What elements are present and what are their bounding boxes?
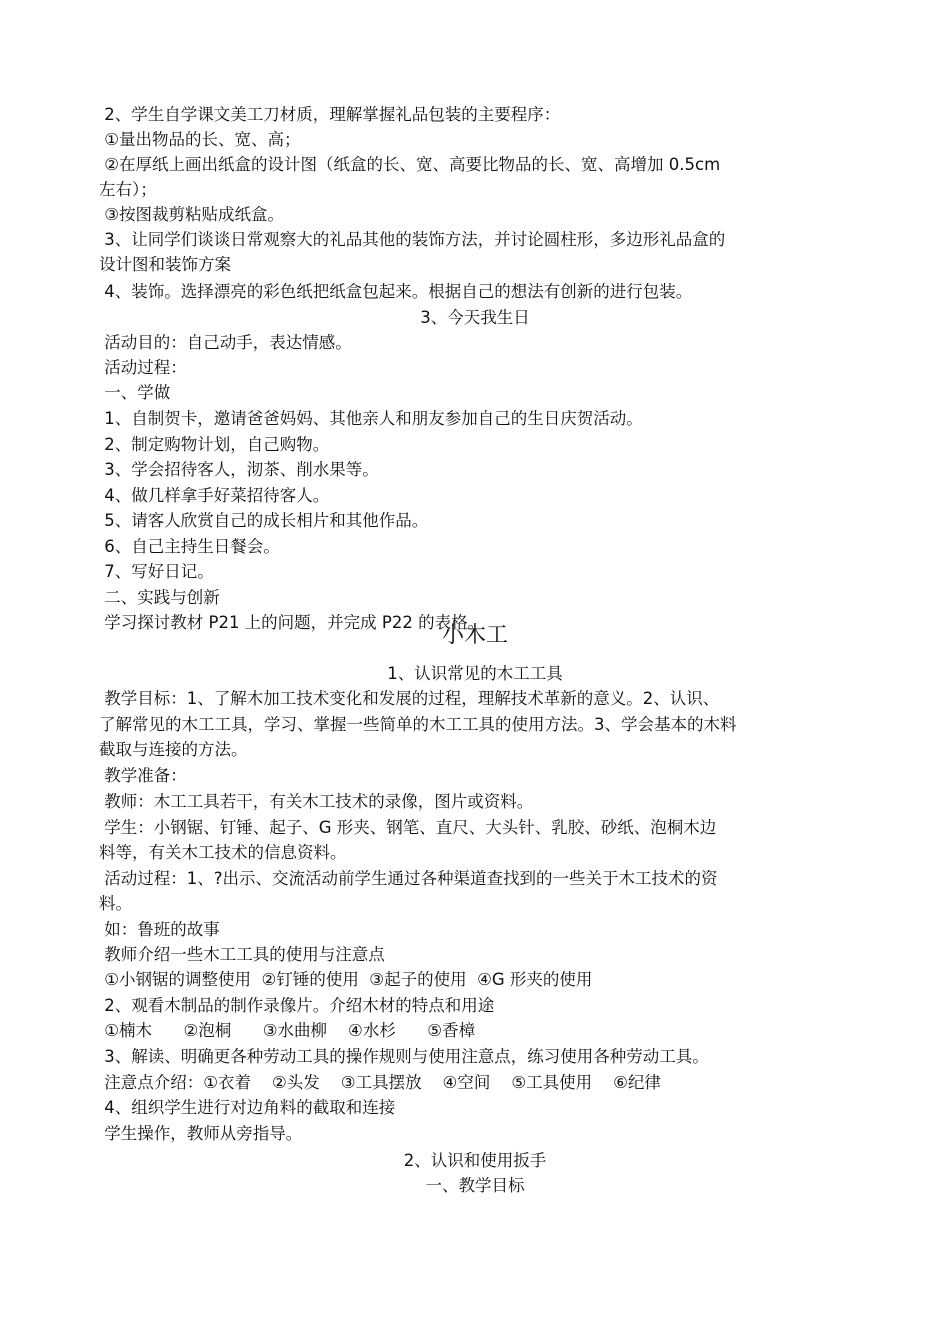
text-line: 设计图和装饰方案 — [99, 255, 231, 274]
subsection-heading: 一、教学目标 — [425, 1176, 525, 1195]
text-line: 4、做几样拿手好菜招待客人。 — [99, 486, 330, 505]
text-line: 7、写好日记。 — [99, 562, 214, 581]
text-line: 学习探讨教材 P21 上的问题，并完成 P22 的表格。 — [99, 613, 485, 632]
text-line: 学生：小钢锯、钉锤、起子、G 形夹、钢笔、直尺、大头针、乳胶、砂纸、泡桐木边 — [99, 818, 717, 837]
section-heading: 3、今天我生日 — [420, 308, 530, 327]
text-line: 料。 — [99, 894, 132, 913]
text-line: 料等，有关木工技术的信息资料。 — [99, 843, 347, 862]
text-line: 3、让同学们谈谈日常观察大的礼品其他的装饰方法，并讨论圆柱形，多边形礼品盒的 — [99, 230, 726, 249]
text-line: 截取与连接的方法。 — [99, 740, 248, 759]
text-line: 一、学做 — [99, 383, 171, 402]
text-line: ③按图裁剪粘贴成纸盒。 — [99, 205, 285, 224]
text-line: 2、制定购物计划，自己购物。 — [99, 435, 330, 454]
text-line: 教学目标：1、了解木加工技术变化和发展的过程，理解技术革新的意义。2、认识、 — [99, 689, 720, 708]
text-line: ①小钢锯的调整使用 ②钉锤的使用 ③起子的使用 ④G 形夹的使用 — [99, 970, 593, 989]
text-line: ②在厚纸上画出纸盒的设计图（纸盒的长、宽、高要比物品的长、宽、高增加 0.5cm — [99, 155, 721, 174]
text-line: 教师介绍一些木工工具的使用与注意点 — [99, 945, 385, 964]
text-line: ①量出物品的长、宽、高； — [99, 130, 301, 149]
text-line: 活动过程：1、?出示、交流活动前学生通过各种渠道查找到的一些关于木工技术的资 — [99, 869, 718, 888]
text-line: 了解常见的木工工具，学习、掌握一些简单的木工工具的使用方法。3、学会基本的木料 — [99, 715, 737, 734]
text-line: 5、请客人欣赏自己的成长相片和其他作品。 — [99, 511, 429, 530]
text-line: 2、学生自学课文美工刀材质，理解掌握礼品包装的主要程序： — [99, 105, 561, 124]
text-line: 4、组织学生进行对边角料的截取和连接 — [99, 1098, 396, 1117]
text-line: 1、自制贺卡，邀请爸爸妈妈、其他亲人和朋友参加自己的生日庆贺活动。 — [99, 409, 643, 428]
text-line: 2、观看木制品的制作录像片。介绍木材的特点和用途 — [99, 996, 495, 1015]
text-line: 教学准备： — [99, 766, 187, 785]
text-line: 学生操作，教师从旁指导。 — [99, 1124, 303, 1143]
text-line: 活动目的：自己动手，表达情感。 — [99, 333, 352, 352]
text-line: 3、学会招待客人，沏茶、削水果等。 — [99, 460, 379, 479]
text-line: 左右）； — [99, 180, 157, 199]
chapter-title: 小木工 — [441, 623, 508, 648]
text-line: 4、装饰。选择漂亮的彩色纸把纸盒包起来。根据自己的想法有创新的进行包装。 — [99, 282, 693, 301]
section-heading: 1、认识常见的木工工具 — [387, 664, 563, 683]
text-line: 3、解读、明确更各种劳动工具的操作规则与使用注意点，练习使用各种劳动工具。 — [99, 1047, 709, 1066]
text-line: 6、自己主持生日餐会。 — [99, 537, 280, 556]
text-line: 二、实践与创新 — [99, 588, 220, 607]
section-heading: 2、认识和使用扳手 — [403, 1151, 547, 1170]
text-line: ①楠木 ②泡桐 ③水曲柳 ④水杉 ⑤香樟 — [99, 1021, 476, 1040]
text-line: 如：鲁班的故事 — [99, 920, 220, 939]
text-line: 教师：木工工具若干，有关木工技术的录像，图片或资料。 — [99, 792, 534, 811]
text-line: 注意点介绍：①衣着 ②头发 ③工具摆放 ④空间 ⑤工具使用 ⑥纪律 — [99, 1073, 661, 1092]
text-line: 活动过程： — [99, 358, 187, 377]
